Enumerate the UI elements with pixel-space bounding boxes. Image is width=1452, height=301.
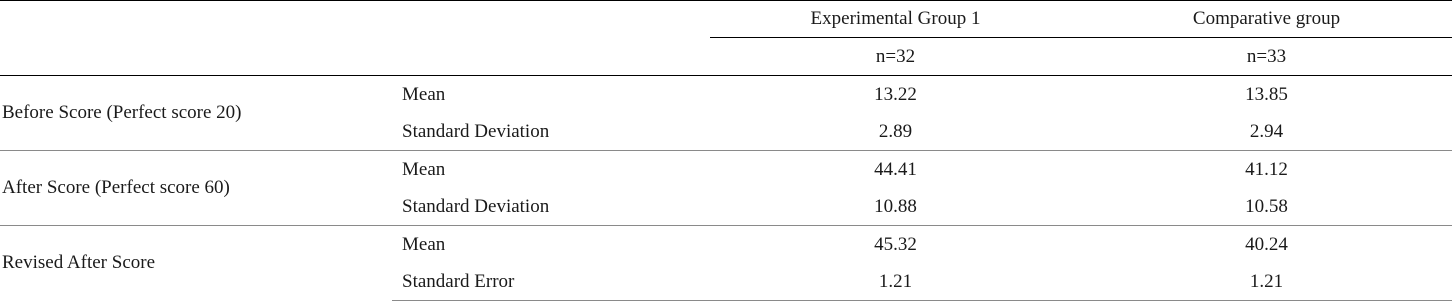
value-cell: 13.85 — [1245, 83, 1288, 105]
header-experimental-group: Experimental Group 1 — [710, 1, 1081, 38]
value-cell: 1.21 — [710, 263, 1081, 301]
section-label-after-score: After Score (Perfect score 60) — [0, 151, 392, 226]
header-empty-cell — [0, 1, 392, 38]
stat-label: Standard Error — [392, 263, 710, 301]
stat-label: Standard Deviation — [402, 195, 550, 217]
value-cell: 41.12 — [1081, 151, 1452, 189]
value-cell: 10.88 — [874, 195, 917, 217]
value-cell: 2.89 — [878, 120, 913, 142]
stat-label: Mean — [402, 83, 446, 105]
table-row — [0, 151, 1452, 189]
table-row — [0, 226, 1452, 264]
section-label-revised-after-score: Revised After Score — [0, 226, 392, 301]
value-cell: 10.58 — [1245, 195, 1288, 217]
header-n-comparative: n=33 — [1081, 38, 1452, 76]
value-cell: 1.21 — [1081, 263, 1452, 301]
header-n-experimental: n=32 — [710, 38, 1081, 76]
value-cell: 44.41 — [710, 151, 1081, 189]
header-row-n — [0, 38, 1452, 76]
stat-label: Standard Deviation — [402, 120, 550, 142]
value-cell: 13.22 — [874, 83, 917, 105]
stat-label: Mean — [392, 226, 710, 264]
value-cell: 45.32 — [710, 226, 1081, 264]
header-empty-cell — [392, 1, 710, 38]
header-empty-cell — [0, 38, 392, 76]
header-comparative-group: Comparative group — [1081, 1, 1452, 38]
stat-label: Mean — [392, 151, 710, 189]
section-label-before-score: Before Score (Perfect score 20) — [2, 102, 242, 123]
value-cell: 40.24 — [1081, 226, 1452, 264]
header-row-groups — [0, 1, 1452, 38]
header-empty-cell — [392, 38, 710, 76]
value-cell: 2.94 — [1249, 120, 1284, 142]
table-row — [0, 76, 1452, 114]
